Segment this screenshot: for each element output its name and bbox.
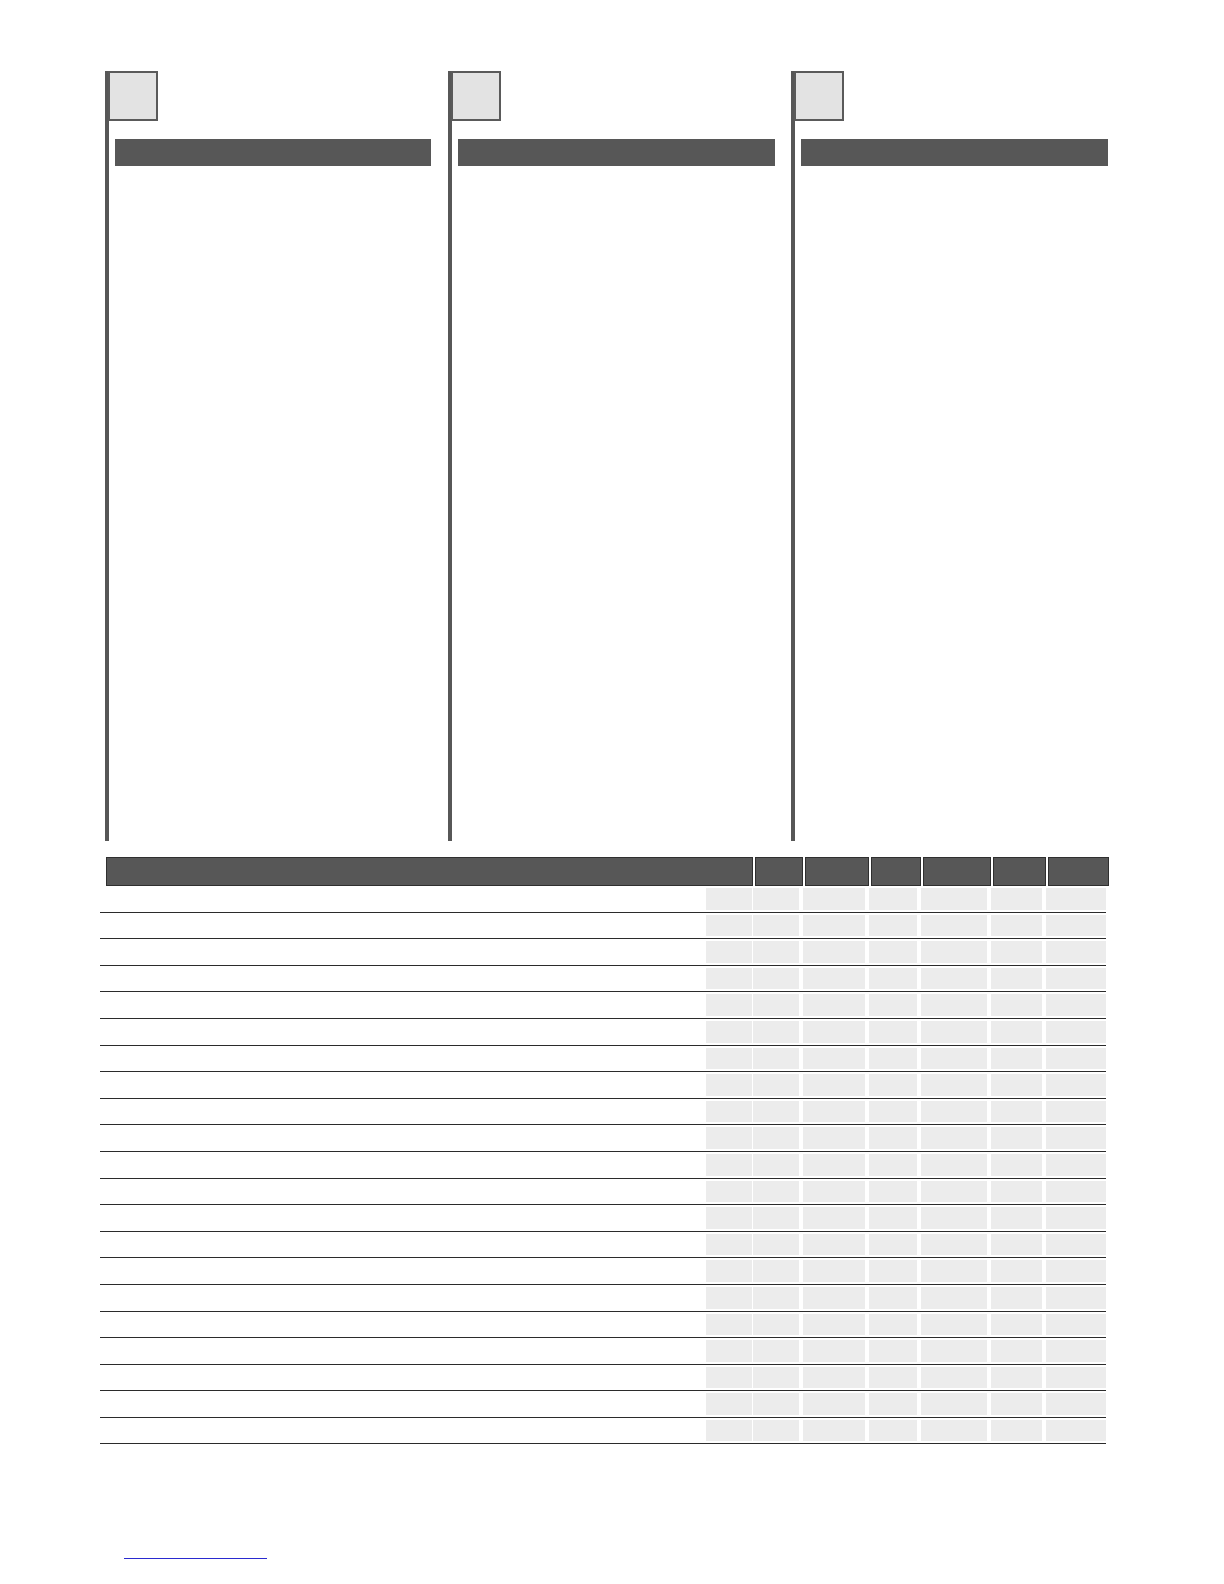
- table-cell: [991, 1154, 1042, 1176]
- table-cell: [753, 1260, 799, 1282]
- table-cell: [991, 1234, 1042, 1256]
- table-cell: [753, 1420, 799, 1442]
- table-cell: [753, 1154, 799, 1176]
- table-cell: [869, 915, 917, 937]
- table-cell: [706, 994, 752, 1016]
- table-cell: [803, 1074, 865, 1096]
- table-cell: [991, 1420, 1042, 1442]
- table-cell: [869, 1154, 917, 1176]
- table-cell: [706, 1420, 752, 1442]
- table-cell: [921, 994, 987, 1016]
- table-row: [100, 1312, 1106, 1339]
- table-row: [100, 966, 1106, 993]
- table-cell: [869, 1021, 917, 1043]
- table-header-col-5: [993, 857, 1046, 886]
- column-3-body: [801, 175, 1108, 825]
- table-cell: [869, 888, 917, 910]
- table-header-row: [106, 857, 1109, 886]
- table-row: [100, 1152, 1106, 1179]
- table-row: [100, 1338, 1106, 1365]
- table-cell: [803, 1021, 865, 1043]
- table-cell: [869, 1127, 917, 1149]
- table-cell: [753, 1367, 799, 1389]
- table-row: [100, 1285, 1106, 1312]
- table-cell: [753, 1393, 799, 1415]
- table-cell: [869, 968, 917, 990]
- table-cell: [991, 1367, 1042, 1389]
- table-cell: [869, 1287, 917, 1309]
- table-cell: [1046, 915, 1106, 937]
- table-cell: [803, 1234, 865, 1256]
- table-cell: [991, 1048, 1042, 1070]
- table-cell: [706, 888, 752, 910]
- spec-table: [106, 857, 1109, 1444]
- table-cell: [1046, 1101, 1106, 1123]
- table-header-label: [106, 857, 753, 886]
- table-cell: [803, 994, 865, 1016]
- table-cell: [991, 888, 1042, 910]
- table-row: [100, 1019, 1106, 1046]
- table-cell: [1046, 1287, 1106, 1309]
- table-cell: [869, 941, 917, 963]
- table-row: [100, 913, 1106, 940]
- table-cell: [921, 888, 987, 910]
- table-cell: [753, 1021, 799, 1043]
- table-cell: [706, 1127, 752, 1149]
- table-cell: [921, 1234, 987, 1256]
- table-header-col-6: [1048, 857, 1109, 886]
- table-cell: [706, 941, 752, 963]
- table-cell: [753, 915, 799, 937]
- table-cell: [706, 1287, 752, 1309]
- table-row: [100, 1125, 1106, 1152]
- table-cell: [991, 968, 1042, 990]
- table-row: [100, 1072, 1106, 1099]
- table-cell: [991, 1021, 1042, 1043]
- table-cell: [921, 915, 987, 937]
- table-row: [100, 1232, 1106, 1259]
- table-cell: [753, 968, 799, 990]
- table-cell: [706, 1367, 752, 1389]
- column-3-number-box: [794, 71, 844, 121]
- column-3-rule: [791, 71, 795, 841]
- table-cell: [991, 1181, 1042, 1203]
- table-cell: [1046, 968, 1106, 990]
- table-cell: [991, 1127, 1042, 1149]
- table-cell: [803, 941, 865, 963]
- table-cell: [921, 1393, 987, 1415]
- table-body: [103, 886, 1106, 1444]
- column-2-heading: [458, 139, 775, 166]
- table-cell: [803, 1154, 865, 1176]
- table-cell: [706, 1393, 752, 1415]
- table-cell: [991, 1287, 1042, 1309]
- table-cell: [1046, 1314, 1106, 1336]
- table-cell: [1046, 1048, 1106, 1070]
- table-cell: [706, 1101, 752, 1123]
- table-cell: [753, 1340, 799, 1362]
- table-cell: [753, 994, 799, 1016]
- table-cell: [869, 1314, 917, 1336]
- table-row: [100, 1418, 1106, 1445]
- column-1-heading: [115, 139, 431, 166]
- table-cell: [706, 1074, 752, 1096]
- table-header-col-1: [755, 857, 803, 886]
- table-cell: [869, 1234, 917, 1256]
- table-row: [100, 939, 1106, 966]
- table-row: [100, 1365, 1106, 1392]
- column-2-number-box: [451, 71, 501, 121]
- table-cell: [753, 1314, 799, 1336]
- table-cell: [921, 1127, 987, 1149]
- table-cell: [1046, 1234, 1106, 1256]
- table-cell: [803, 1048, 865, 1070]
- table-cell: [921, 1021, 987, 1043]
- table-cell: [803, 888, 865, 910]
- table-header-col-2: [805, 857, 869, 886]
- table-cell: [991, 1340, 1042, 1362]
- table-cell: [1046, 1154, 1106, 1176]
- table-cell: [991, 915, 1042, 937]
- table-cell: [869, 1420, 917, 1442]
- table-cell: [869, 994, 917, 1016]
- table-cell: [803, 1101, 865, 1123]
- table-cell: [753, 1207, 799, 1229]
- table-cell: [869, 1393, 917, 1415]
- table-cell: [706, 1260, 752, 1282]
- table-cell: [921, 1340, 987, 1362]
- table-row: [100, 1391, 1106, 1418]
- table-cell: [1046, 1181, 1106, 1203]
- column-2-body: [458, 175, 775, 825]
- table-cell: [803, 1393, 865, 1415]
- table-cell: [921, 968, 987, 990]
- table-row: [100, 1205, 1106, 1232]
- table-cell: [991, 941, 1042, 963]
- table-cell: [991, 1207, 1042, 1229]
- footer-link[interactable]: [124, 1556, 267, 1559]
- table-cell: [753, 1101, 799, 1123]
- table-cell: [803, 968, 865, 990]
- table-row: [100, 1258, 1106, 1285]
- table-cell: [869, 1367, 917, 1389]
- table-cell: [1046, 1340, 1106, 1362]
- table-cell: [1046, 1021, 1106, 1043]
- table-cell: [869, 1181, 917, 1203]
- table-cell: [753, 1181, 799, 1203]
- table-cell: [1046, 994, 1106, 1016]
- table-cell: [753, 1287, 799, 1309]
- table-cell: [1046, 1127, 1106, 1149]
- table-cell: [921, 1260, 987, 1282]
- table-cell: [706, 1181, 752, 1203]
- table-cell: [991, 1101, 1042, 1123]
- table-cell: [706, 915, 752, 937]
- table-cell: [753, 1127, 799, 1149]
- table-cell: [753, 1074, 799, 1096]
- column-1-rule: [105, 71, 109, 841]
- table-cell: [706, 1207, 752, 1229]
- column-2-rule: [448, 71, 452, 841]
- table-cell: [921, 1207, 987, 1229]
- table-cell: [991, 994, 1042, 1016]
- table-cell: [753, 1234, 799, 1256]
- column-1-body: [115, 175, 431, 825]
- table-cell: [921, 1314, 987, 1336]
- table-cell: [991, 1393, 1042, 1415]
- table-cell: [706, 968, 752, 990]
- table-row: [100, 1046, 1106, 1073]
- table-cell: [803, 1181, 865, 1203]
- table-cell: [991, 1074, 1042, 1096]
- table-cell: [869, 1207, 917, 1229]
- table-row: [100, 992, 1106, 1019]
- table-cell: [1046, 1393, 1106, 1415]
- table-cell: [803, 1287, 865, 1309]
- column-3-heading: [801, 139, 1108, 166]
- table-cell: [869, 1074, 917, 1096]
- table-cell: [921, 1181, 987, 1203]
- table-cell: [803, 1314, 865, 1336]
- table-cell: [803, 1260, 865, 1282]
- table-cell: [706, 1340, 752, 1362]
- table-cell: [706, 1154, 752, 1176]
- table-cell: [869, 1101, 917, 1123]
- table-cell: [706, 1234, 752, 1256]
- table-row: [100, 1179, 1106, 1206]
- column-1-number-box: [108, 71, 158, 121]
- table-cell: [1046, 1260, 1106, 1282]
- table-cell: [803, 1367, 865, 1389]
- table-cell: [921, 1154, 987, 1176]
- table-cell: [921, 1074, 987, 1096]
- table-cell: [706, 1048, 752, 1070]
- table-cell: [921, 1367, 987, 1389]
- table-cell: [921, 1420, 987, 1442]
- table-cell: [803, 1420, 865, 1442]
- table-cell: [921, 1048, 987, 1070]
- table-cell: [1046, 941, 1106, 963]
- table-cell: [706, 1314, 752, 1336]
- table-row: [100, 886, 1106, 913]
- table-cell: [753, 1048, 799, 1070]
- table-cell: [869, 1260, 917, 1282]
- table-cell: [803, 1127, 865, 1149]
- table-row: [100, 1099, 1106, 1126]
- table-cell: [706, 1021, 752, 1043]
- table-cell: [1046, 1207, 1106, 1229]
- table-cell: [753, 888, 799, 910]
- table-cell: [921, 941, 987, 963]
- table-cell: [921, 1101, 987, 1123]
- table-cell: [1046, 1420, 1106, 1442]
- table-header-col-3: [871, 857, 921, 886]
- table-cell: [1046, 1367, 1106, 1389]
- table-cell: [803, 1340, 865, 1362]
- table-cell: [869, 1340, 917, 1362]
- table-cell: [991, 1260, 1042, 1282]
- table-cell: [1046, 1074, 1106, 1096]
- table-cell: [921, 1287, 987, 1309]
- table-header-col-4: [923, 857, 991, 886]
- table-cell: [869, 1048, 917, 1070]
- table-cell: [803, 1207, 865, 1229]
- table-cell: [803, 915, 865, 937]
- table-cell: [991, 1314, 1042, 1336]
- table-cell: [1046, 888, 1106, 910]
- table-cell: [753, 941, 799, 963]
